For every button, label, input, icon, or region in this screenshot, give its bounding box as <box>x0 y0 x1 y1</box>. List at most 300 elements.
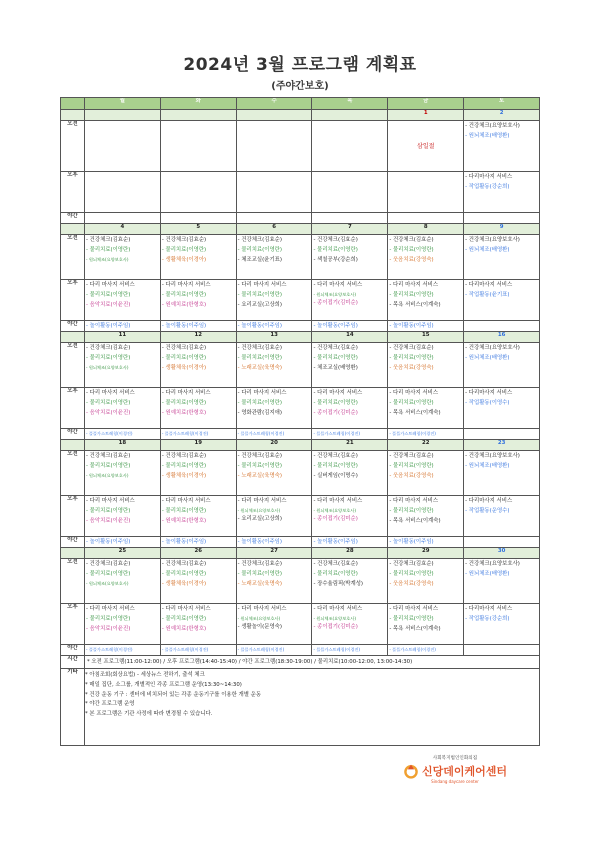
program-item: - 건강체크(요양보호사) <box>465 561 520 567</box>
program-item: - 건강체크(김효순) <box>389 345 434 351</box>
date-cell <box>85 110 161 121</box>
program-item: - 놀이활동(이주임) <box>389 538 434 545</box>
night-row <box>61 645 540 656</box>
program-item: - 놀이활동(이주임) <box>313 322 358 329</box>
program-cell <box>388 451 464 496</box>
program-cell <box>464 321 540 332</box>
period-spacer <box>61 548 85 559</box>
program-cell <box>85 429 161 440</box>
program-item: - 원뇌체조(요양보호사) <box>86 364 129 370</box>
date-cell: 2 <box>464 110 540 121</box>
day-header: 금 <box>388 98 464 110</box>
program-cell <box>160 604 236 645</box>
program-item: - 원뇌체조(요양보호사) <box>86 580 129 586</box>
program-cell <box>160 537 236 548</box>
night-label: 야간 <box>61 537 85 548</box>
date-cell: 11 <box>85 332 161 343</box>
program-item: - 다리 마사지 서비스 <box>237 498 287 504</box>
program-item: - 원뇌체조(요양보호사) <box>313 615 357 621</box>
program-item: - 다리 마사지 서비스 <box>161 282 211 288</box>
program-cell <box>85 559 161 604</box>
program-cell <box>464 280 540 321</box>
program-cell <box>312 559 388 604</box>
program-item: - 다리 마사지 서비스 <box>86 282 135 288</box>
program-item: - 다리 마사지 서비스 <box>237 606 287 612</box>
schedule-table <box>60 97 540 746</box>
program-cell <box>236 537 312 548</box>
program-cell <box>160 213 236 224</box>
program-cell <box>85 451 161 496</box>
day-header-row <box>61 98 540 110</box>
pm-label: 오후 <box>61 604 85 645</box>
program-item: - 물리치료(이영란) <box>313 570 358 577</box>
program-item: - 다리 마사지 서비스 <box>161 606 211 612</box>
program-cell <box>312 451 388 496</box>
program-item: - 다리 마사지 서비스 <box>161 390 211 396</box>
program-item: - 물리치료(이영란) <box>86 291 131 298</box>
program-item: - 원예치료(한형호) <box>161 625 207 632</box>
program-item: - 다리 마사지 서비스 <box>86 606 135 612</box>
program-item: - 영화관람(김지애) <box>237 409 282 416</box>
program-cell <box>312 429 388 440</box>
program-item: - 다리 마사지 서비스 <box>86 498 135 504</box>
date-cell: 15 <box>388 332 464 343</box>
program-cell <box>388 280 464 321</box>
program-item: - 생활체육(이경아) <box>161 256 207 263</box>
program-item: - 색칠공부(강순희) <box>313 256 358 263</box>
note-item: * 아침조회(회상요법) - 세상뉴스 전하기, 출석 체크 <box>85 672 205 678</box>
program-cell <box>236 121 312 172</box>
program-cell <box>160 451 236 496</box>
program-cell <box>312 604 388 645</box>
program-item: - 물리치료(이영란) <box>86 507 131 514</box>
pm-row <box>61 388 540 429</box>
notes-cell <box>85 669 540 746</box>
program-item: - 플플가스트레칭(이경진) <box>86 647 133 653</box>
program-cell <box>464 451 540 496</box>
program-item: - 다리 마사지 서비스 <box>389 606 439 612</box>
program-item: - 다리 마사지 서비스 <box>313 606 363 612</box>
am-label: 오전 <box>61 121 85 172</box>
date-cell: 25 <box>85 548 161 559</box>
program-item: - 다리마사지 서비스 <box>465 174 513 180</box>
program-cell <box>464 172 540 213</box>
program-item: - 건강체크(김효순) <box>313 345 358 351</box>
program-item: - 플플가스트레칭(이경진) <box>237 647 285 653</box>
program-item: - 플플가스트레칭(이경진) <box>313 431 361 437</box>
program-item: - 놀이활동(이주임) <box>86 538 131 545</box>
date-cell: 7 <box>312 224 388 235</box>
program-item: - 다리 마사지 서비스 <box>86 390 135 396</box>
program-cell <box>85 343 161 388</box>
night-label: 야간 <box>61 213 85 224</box>
date-row <box>61 110 540 121</box>
program-item: - 물리치료(이영란) <box>86 246 131 253</box>
period-spacer <box>61 332 85 343</box>
program-item: - 건강체크(김효순) <box>86 237 131 243</box>
program-cell <box>464 213 540 224</box>
logo-org: 사회복지법인인화의집 <box>432 756 478 761</box>
program-cell <box>464 121 540 172</box>
date-cell: 21 <box>312 440 388 451</box>
program-cell <box>160 280 236 321</box>
note-item: * 건강 운동 기구 : 센터에 비치되어 있는 각종 운동기구를 이용한 개별 운동 <box>85 691 262 698</box>
program-item: - 다리 마사지 서비스 <box>237 390 287 396</box>
night-label: 야간 <box>61 645 85 656</box>
program-item: - 생활체육(이경아) <box>161 364 207 371</box>
day-header: 월 <box>85 98 161 110</box>
program-cell <box>85 280 161 321</box>
night-row <box>61 429 540 440</box>
center-logo <box>380 755 530 789</box>
program-item: - 다리 마사지 서비스 <box>313 390 363 396</box>
program-item: - 건강체크(김효순) <box>86 453 131 459</box>
day-header: 목 <box>312 98 388 110</box>
pm-label: 오후 <box>61 496 85 537</box>
date-cell: 18 <box>85 440 161 451</box>
program-cell <box>160 235 236 280</box>
program-item: - 웃음치료(강영숙) <box>389 256 434 263</box>
program-item: - 건강체크(김효순) <box>237 561 282 567</box>
program-item: - 플플가스트레칭(이경진) <box>237 431 285 437</box>
time-label: 시간 <box>61 656 85 669</box>
time-text: * 오전 프로그램(11:00-12:00) / 오후 프로그램(14:40-15:40) / 야간 프로그램(18:30-19:00) / 물리치료(10:00-12:00, 13:00-14:30) <box>85 656 540 669</box>
program-cell <box>312 343 388 388</box>
program-item: - 건강체크(김효순) <box>86 561 131 567</box>
program-item: - 건강체크(요양보호사) <box>465 123 520 129</box>
program-item: - 플플가스트레칭(이경진) <box>161 647 209 653</box>
program-item: - 놀이활동(이주임) <box>161 322 207 329</box>
program-item: - 다리 마사지 서비스 <box>389 390 439 396</box>
program-item: - 물리치료(이영란) <box>313 354 358 361</box>
program-item: - 건강체크(김효순) <box>389 237 434 243</box>
program-item: - 원뇌체조(요양보호사) <box>86 256 129 262</box>
program-item: - 놀이활동(이주임) <box>237 538 282 545</box>
program-item: - 건강체크(요양보호사) <box>465 237 520 243</box>
day-header: 토 <box>464 98 540 110</box>
program-item: - 원예치료(한형호) <box>161 301 207 308</box>
program-item: - 물리치료(이영란) <box>161 507 207 514</box>
pm-label: 오후 <box>61 280 85 321</box>
program-cell <box>236 496 312 537</box>
program-cell <box>388 121 464 172</box>
program-item: - 플플가스트레칭(이경진) <box>389 431 436 437</box>
program-cell <box>236 213 312 224</box>
program-item: - 웃음치료(강영숙) <box>389 472 434 479</box>
note-item: * 매일 집단, 소그룹, 개별적인 각종 프로그램 운영(13:30~14:30) <box>85 681 242 688</box>
program-item: - 물리치료(이영란) <box>389 354 434 361</box>
program-cell <box>312 388 388 429</box>
program-item: - 다리마사지 서비스 <box>465 390 513 396</box>
corner-cell <box>61 98 85 110</box>
program-cell <box>464 537 540 548</box>
program-cell <box>388 172 464 213</box>
program-cell <box>312 496 388 537</box>
period-spacer <box>61 224 85 235</box>
program-cell <box>388 604 464 645</box>
program-cell <box>388 645 464 656</box>
program-item: - 다리 마사지 서비스 <box>389 282 439 288</box>
am-label: 오전 <box>61 343 85 388</box>
program-item: - 물리치료(이영란) <box>389 291 434 298</box>
program-cell <box>236 451 312 496</box>
program-item: - 장수율림픽(박계성) <box>313 580 364 587</box>
program-item: - 실버게임(이명수) <box>313 472 358 479</box>
date-cell <box>236 110 312 121</box>
program-item: - 물리치료(이영란) <box>161 615 207 622</box>
program-cell <box>312 537 388 548</box>
program-item: - 건강체크(김효순) <box>389 453 434 459</box>
program-item: - 요리교실(고상희) <box>237 516 282 522</box>
date-cell: 19 <box>160 440 236 451</box>
program-item: - 원뇌체조(요양보호사) <box>237 615 281 621</box>
program-item: - 플플가스트레칭(이경진) <box>161 431 209 437</box>
pm-label: 오후 <box>61 388 85 429</box>
program-item: - 물리치료(이영란) <box>389 570 434 577</box>
date-cell: 5 <box>160 224 236 235</box>
program-cell <box>312 645 388 656</box>
program-item: - 건강체크(김효순) <box>161 345 207 351</box>
date-cell: 4 <box>85 224 161 235</box>
program-item: - 작업활동(이영수) <box>465 399 510 406</box>
program-item: - 원예치료(한형호) <box>161 409 207 416</box>
program-cell <box>464 429 540 440</box>
am-label: 오전 <box>61 235 85 280</box>
program-item: - 물리치료(이영란) <box>389 615 434 622</box>
program-cell <box>464 235 540 280</box>
program-item: - 물리치료(이영란) <box>86 462 131 469</box>
am-row <box>61 343 540 388</box>
program-item: - 목욕 서비스(이계숙) <box>389 625 441 632</box>
program-item: - 물리치료(이영란) <box>237 291 282 298</box>
program-item: - 물리치료(이영란) <box>313 246 358 253</box>
program-cell <box>85 604 161 645</box>
program-cell <box>388 537 464 548</box>
program-item: - 건강체크(김효순) <box>86 345 131 351</box>
program-item: - 음악치료(이윤진) <box>86 517 131 524</box>
program-item: - 종이접기(김미순) <box>313 409 358 416</box>
program-cell <box>312 121 388 172</box>
program-item: - 놀이활동(이주임) <box>161 538 207 545</box>
pm-row <box>61 604 540 645</box>
program-cell <box>85 172 161 213</box>
program-cell <box>236 343 312 388</box>
program-cell <box>388 429 464 440</box>
program-item: - 생활체육(이경아) <box>161 580 207 587</box>
program-item: - 작업활동(윤기표) <box>465 291 510 298</box>
date-cell: 6 <box>236 224 312 235</box>
program-item: - 다리 마사지 서비스 <box>389 498 439 504</box>
date-cell: 29 <box>388 548 464 559</box>
program-item: - 물리치료(이영란) <box>86 615 131 622</box>
night-row <box>61 213 540 224</box>
program-item: - 웃음치료(강영숙) <box>389 364 434 371</box>
program-item: - 노래교실(육명숙) <box>237 472 282 479</box>
program-item: 삼일절 <box>417 143 435 150</box>
pm-label: 오후 <box>61 172 85 213</box>
program-item: - 물리치료(이영란) <box>237 462 282 469</box>
program-cell <box>160 645 236 656</box>
program-cell <box>160 343 236 388</box>
program-item: - 웃음치료(강영숙) <box>389 580 434 587</box>
program-cell <box>388 559 464 604</box>
date-row <box>61 548 540 559</box>
period-spacer <box>61 440 85 451</box>
program-item: - 음악치료(이윤진) <box>86 625 131 632</box>
program-cell <box>388 213 464 224</box>
program-cell <box>388 235 464 280</box>
program-cell <box>160 429 236 440</box>
date-cell: 28 <box>312 548 388 559</box>
program-cell <box>312 172 388 213</box>
program-item: - 물리치료(이영란) <box>237 570 282 577</box>
program-cell <box>236 559 312 604</box>
date-cell: 20 <box>236 440 312 451</box>
program-item: - 작업활동(강순희) <box>465 615 510 622</box>
date-cell: 8 <box>388 224 464 235</box>
program-cell <box>464 559 540 604</box>
day-header: 수 <box>236 98 312 110</box>
date-cell: 26 <box>160 548 236 559</box>
program-cell <box>160 388 236 429</box>
program-item: - 다리마사지 서비스 <box>465 498 513 504</box>
program-item: - 건강체크(김효순) <box>161 237 207 243</box>
program-item: - 원뇌체조(배영환) <box>465 246 510 253</box>
program-cell <box>85 537 161 548</box>
program-cell <box>236 280 312 321</box>
program-item: - 다리 마사지 서비스 <box>313 282 363 288</box>
program-cell <box>85 321 161 332</box>
program-item: - 플플가스트레칭(이경진) <box>389 647 436 653</box>
program-cell <box>464 496 540 537</box>
am-label: 오전 <box>61 451 85 496</box>
program-item: - 목욕 서비스(이계숙) <box>389 301 441 308</box>
day-header: 화 <box>160 98 236 110</box>
program-item: - 원뇌체조(배영환) <box>465 570 510 577</box>
program-cell <box>388 343 464 388</box>
program-item: - 생활체육(이경아) <box>161 472 207 479</box>
date-cell: 22 <box>388 440 464 451</box>
am-row <box>61 451 540 496</box>
center-logo-icon <box>403 763 419 779</box>
am-row <box>61 235 540 280</box>
program-item: - 원뇌체조(배영환) <box>465 132 510 139</box>
date-cell: 9 <box>464 224 540 235</box>
night-label: 야간 <box>61 321 85 332</box>
date-cell: 1 <box>388 110 464 121</box>
program-item: - 종이접기(김미순) <box>313 300 358 306</box>
program-item: - 다리마사지 서비스 <box>465 606 513 612</box>
program-item: - 물리치료(이영란) <box>86 399 131 406</box>
date-cell: 23 <box>464 440 540 451</box>
program-item: - 건강체크(김효순) <box>237 345 282 351</box>
program-item: - 원뇌체조(배영환) <box>465 354 510 361</box>
date-cell <box>160 110 236 121</box>
program-item: - 건강체크(요양보호사) <box>465 453 520 459</box>
program-item: - 물리치료(이영란) <box>389 462 434 469</box>
am-row <box>61 121 540 172</box>
program-cell <box>236 604 312 645</box>
program-item: - 노래교실(육명숙) <box>237 580 282 587</box>
page-title: 2024년 3월 프로그램 계획표 <box>183 55 417 75</box>
program-item: - 물리치료(이영란) <box>161 291 207 298</box>
etc-row <box>61 669 540 746</box>
program-item: - 작업활동(운영수) <box>465 507 510 514</box>
program-cell <box>160 121 236 172</box>
program-item: - 물리치료(이영란) <box>161 462 207 469</box>
program-cell <box>236 645 312 656</box>
program-cell <box>85 496 161 537</box>
program-item: - 물리치료(이영란) <box>313 462 358 469</box>
program-cell <box>388 496 464 537</box>
date-cell: 30 <box>464 548 540 559</box>
program-item: - 체조교실(윤기표) <box>237 256 282 263</box>
program-cell <box>85 121 161 172</box>
time-row <box>61 656 540 669</box>
night-row <box>61 321 540 332</box>
program-item: - 건강체크(김효순) <box>313 453 358 459</box>
night-row <box>61 537 540 548</box>
program-item: - 건강체크(김효순) <box>161 561 207 567</box>
note-item: * 본 프로그램은 기관 사정에 따라 변경될 수 있습니다. <box>85 711 213 717</box>
program-cell <box>85 213 161 224</box>
program-cell <box>464 604 540 645</box>
program-item: - 작업활동(강순희) <box>465 183 510 190</box>
program-item: - 원뇌체조(요양보호사) <box>86 472 129 478</box>
date-cell: 13 <box>236 332 312 343</box>
program-item: - 원뇌체조(요양보호사) <box>313 291 357 297</box>
program-cell <box>236 388 312 429</box>
program-item: - 다리 마사지 서비스 <box>237 282 287 288</box>
program-item: - 물리치료(이영란) <box>161 246 207 253</box>
date-cell: 14 <box>312 332 388 343</box>
program-cell <box>312 213 388 224</box>
etc-label: 기타 <box>61 669 85 746</box>
logo-subtitle: Sindang daycare center <box>431 779 479 784</box>
program-item: - 물리치료(이영란) <box>86 570 131 577</box>
program-item: - 놀이활동(이주임) <box>237 322 282 329</box>
program-item: - 물리치료(이영란) <box>313 399 358 406</box>
program-cell <box>160 321 236 332</box>
program-cell <box>388 388 464 429</box>
program-cell <box>85 235 161 280</box>
program-item: - 원뇌체조(배영환) <box>465 462 510 469</box>
program-item: - 플플가스트레칭(이경진) <box>313 647 361 653</box>
program-item: - 물리치료(이영란) <box>389 399 434 406</box>
note-item: * 야간 프로그램 운영 <box>85 701 135 708</box>
program-cell <box>312 235 388 280</box>
program-cell <box>85 645 161 656</box>
program-cell <box>160 496 236 537</box>
program-item: - 생활놀이(문영숙) <box>237 624 282 630</box>
program-item: - 다리 마사지 서비스 <box>161 498 211 504</box>
pm-row <box>61 280 540 321</box>
program-item: - 물리치료(이영란) <box>237 354 282 361</box>
program-cell <box>236 172 312 213</box>
logo-name: 신당데이케어센터 <box>421 765 507 778</box>
program-cell <box>464 388 540 429</box>
program-cell <box>160 172 236 213</box>
program-item: - 종이접기(김미순) <box>313 624 358 630</box>
program-cell <box>236 235 312 280</box>
date-row <box>61 332 540 343</box>
program-item: - 물리치료(이영란) <box>161 399 207 406</box>
program-item: - 요리교실(고상희) <box>237 301 282 308</box>
program-item: - 원예치료(한형호) <box>161 517 207 524</box>
pm-row <box>61 172 540 213</box>
program-item: - 음악치료(이윤진) <box>86 409 131 416</box>
program-item: - 종이접기(김미순) <box>313 516 358 522</box>
